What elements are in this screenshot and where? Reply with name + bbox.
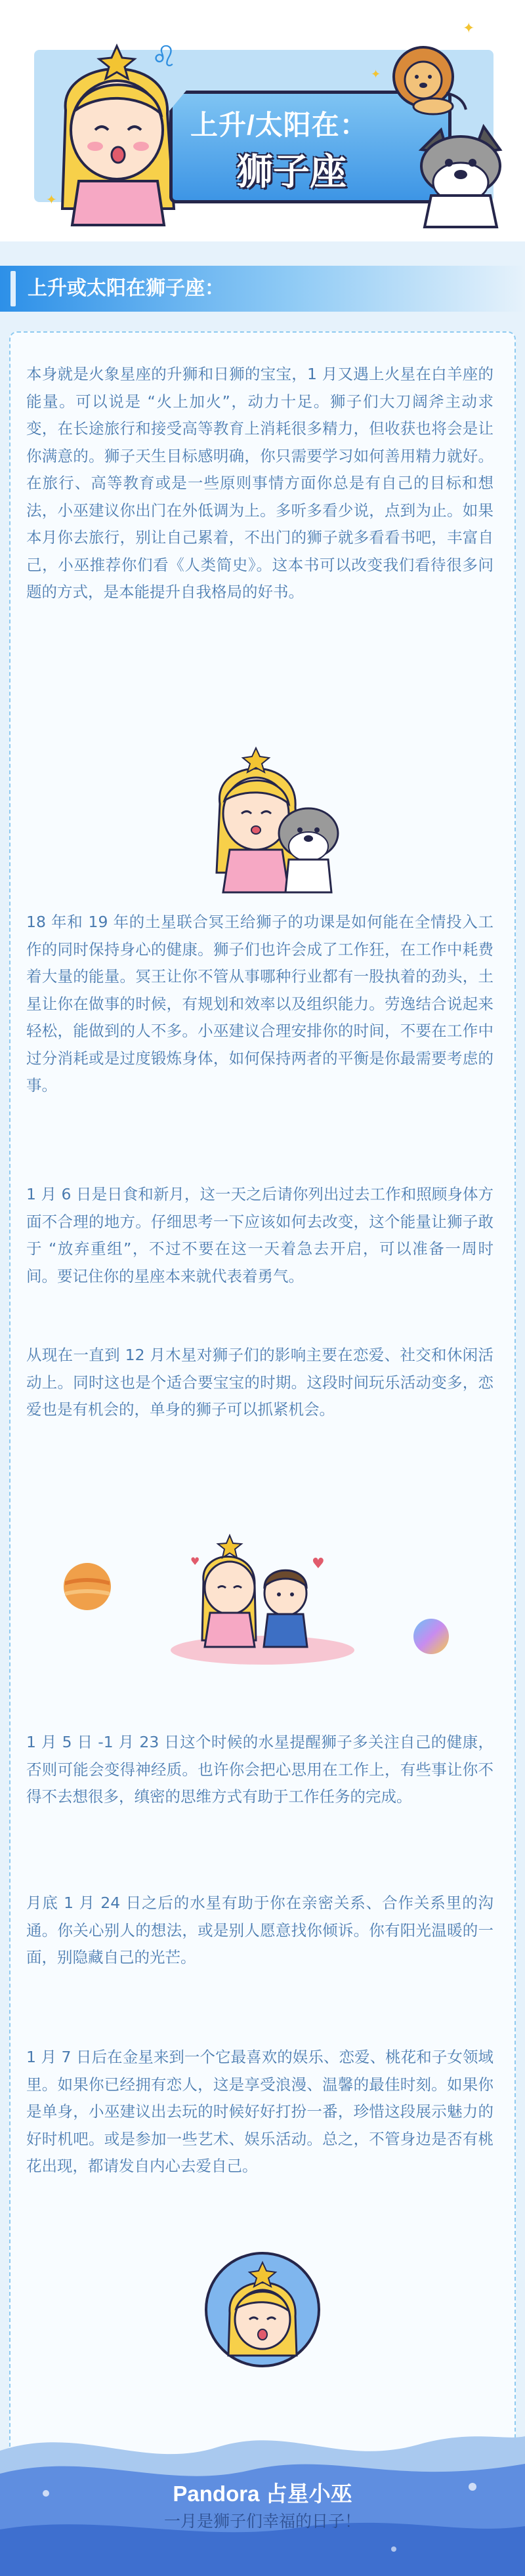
heading-accent-bar [10,271,16,306]
page-title-line1: 上升/太阳在： [190,110,368,140]
sparkle-star-icon: ✦ [371,68,381,81]
paragraph-7: 1 月 7 日后在金星来到一个它最喜欢的娱乐、恋爱、桃花和子女领域里。如果你已经拥有恋人，这是享受浪漫、温馨的最佳时刻。如果你是单身，小巫建议出去玩的时候好好打扮一番，珍惜这段展示魅力的好时机吧。或是参加一些艺术、娱乐活动。总之，不管身边是否有桃花出现，都请发自内心去爱自己。 [26,2048,494,2175]
section-heading [0,266,525,312]
planet-icon [62,1562,112,1611]
paragraph-2: 18 年和 19 年的土星联合冥王给狮子的功课是如何能在全情投入工作的同时保持身心的健康。狮子们也许会成了工作狂，在工作中耗费着大量的能量。冥王让你不管从事哪种行业都有一股执着的劲头，土星让你在做事的时候，有规划和效率以及组织能力。劳逸结合说起来轻松，能做到的人不多。小巫建议合理安排你的时间，不要在工作中过分消耗或是过度锻炼身体，如何保持两者的平衡是你最需要考虑的事。 [26,913,494,1094]
paragraph-1: 本身就是火象星座的升狮和日狮的宝宝，1 月又遇上火星在白羊座的能量。可以说是 “火上加火”，动力十足。狮子们大刀阔斧主动求变，在长途旅行和接受高等教育上消耗很多精力，但收获也将会是让你满意的。狮子天生目标感明确，你只需要学习如何善用精力就好。在旅行、高等教育或是一些原则事情方面你总是有自己的目标和想法，小巫建议你出门在外低调为上。多听多看少说，点到为止。如果本月你去旅行，别让自己累着，不出门的狮子就多看看书吧，丰富自己，小巫推荐你们看《人类简史》。这本书可以改变我们看待很多问题的方式，是本能提升自我格局的好书。 [26,365,494,601]
paragraph-3: 1 月 6 日是日食和新月，这一天之后请你列出过去工作和照顾身体方面不合理的地方。仔细思考一下应该如何去改变，这个能量让狮子敢于 “放弃重组”，不过不要在这一天着急去开启，可以准备一周时间。要记住你的星座本来就代表着勇气。 [26,1185,494,1285]
sparkle-star-icon: ✦ [463,20,475,37]
planet-icon [412,1617,450,1655]
schnauzer-dog-illustration [402,117,516,228]
header-banner [0,0,525,241]
footer-brand: Pandora 占星小巫 [173,2482,352,2506]
lion-illustration [384,41,472,116]
paragraph-6: 月底 1 月 24 日之后的水星有助于你在亲密关系、合作关系里的沟通。你关心别人的想法，或是别人愿意找你倾诉。你有阳光温暖的一面，别隐藏自己的光芒。 [26,1894,494,1966]
section-heading-text: 上升或太阳在狮子座： [28,278,224,299]
paragraph-5: 1 月 5 日 -1 月 23 日这个时候的水星提醒狮子多关注自己的健康，否则可能会变得神经质。也许你会把心思用在工作上，有些事让你不得不去想很多，缜密的思维方式有助于工作任务的完成。 [26,1733,494,1806]
footer-tagline: 一月是狮子们幸福的日子！ [163,2512,361,2531]
svg-text:♥: ♥ [190,1555,200,1568]
footer [0,2379,525,2576]
sparkle-star-icon: ✦ [46,192,57,207]
girl-with-dog-illustration [184,732,348,896]
girl-badge-illustration [203,2251,322,2369]
paragraph-4: 从现在一直到 12 月木星对狮子们的影响主要在恋爱、社交和休闲活动上。同时这也是个适合要宝宝的时期。这段时间玩乐活动变多，恋爱也是有机会的，单身的狮子可以抓紧机会。 [26,1346,494,1419]
svg-text:♥: ♥ [312,1556,325,1572]
zodiac-leo-icon: ♌ [151,40,177,73]
page-title-line2: 狮子座 [236,151,346,192]
couple-illustration [164,1529,361,1667]
